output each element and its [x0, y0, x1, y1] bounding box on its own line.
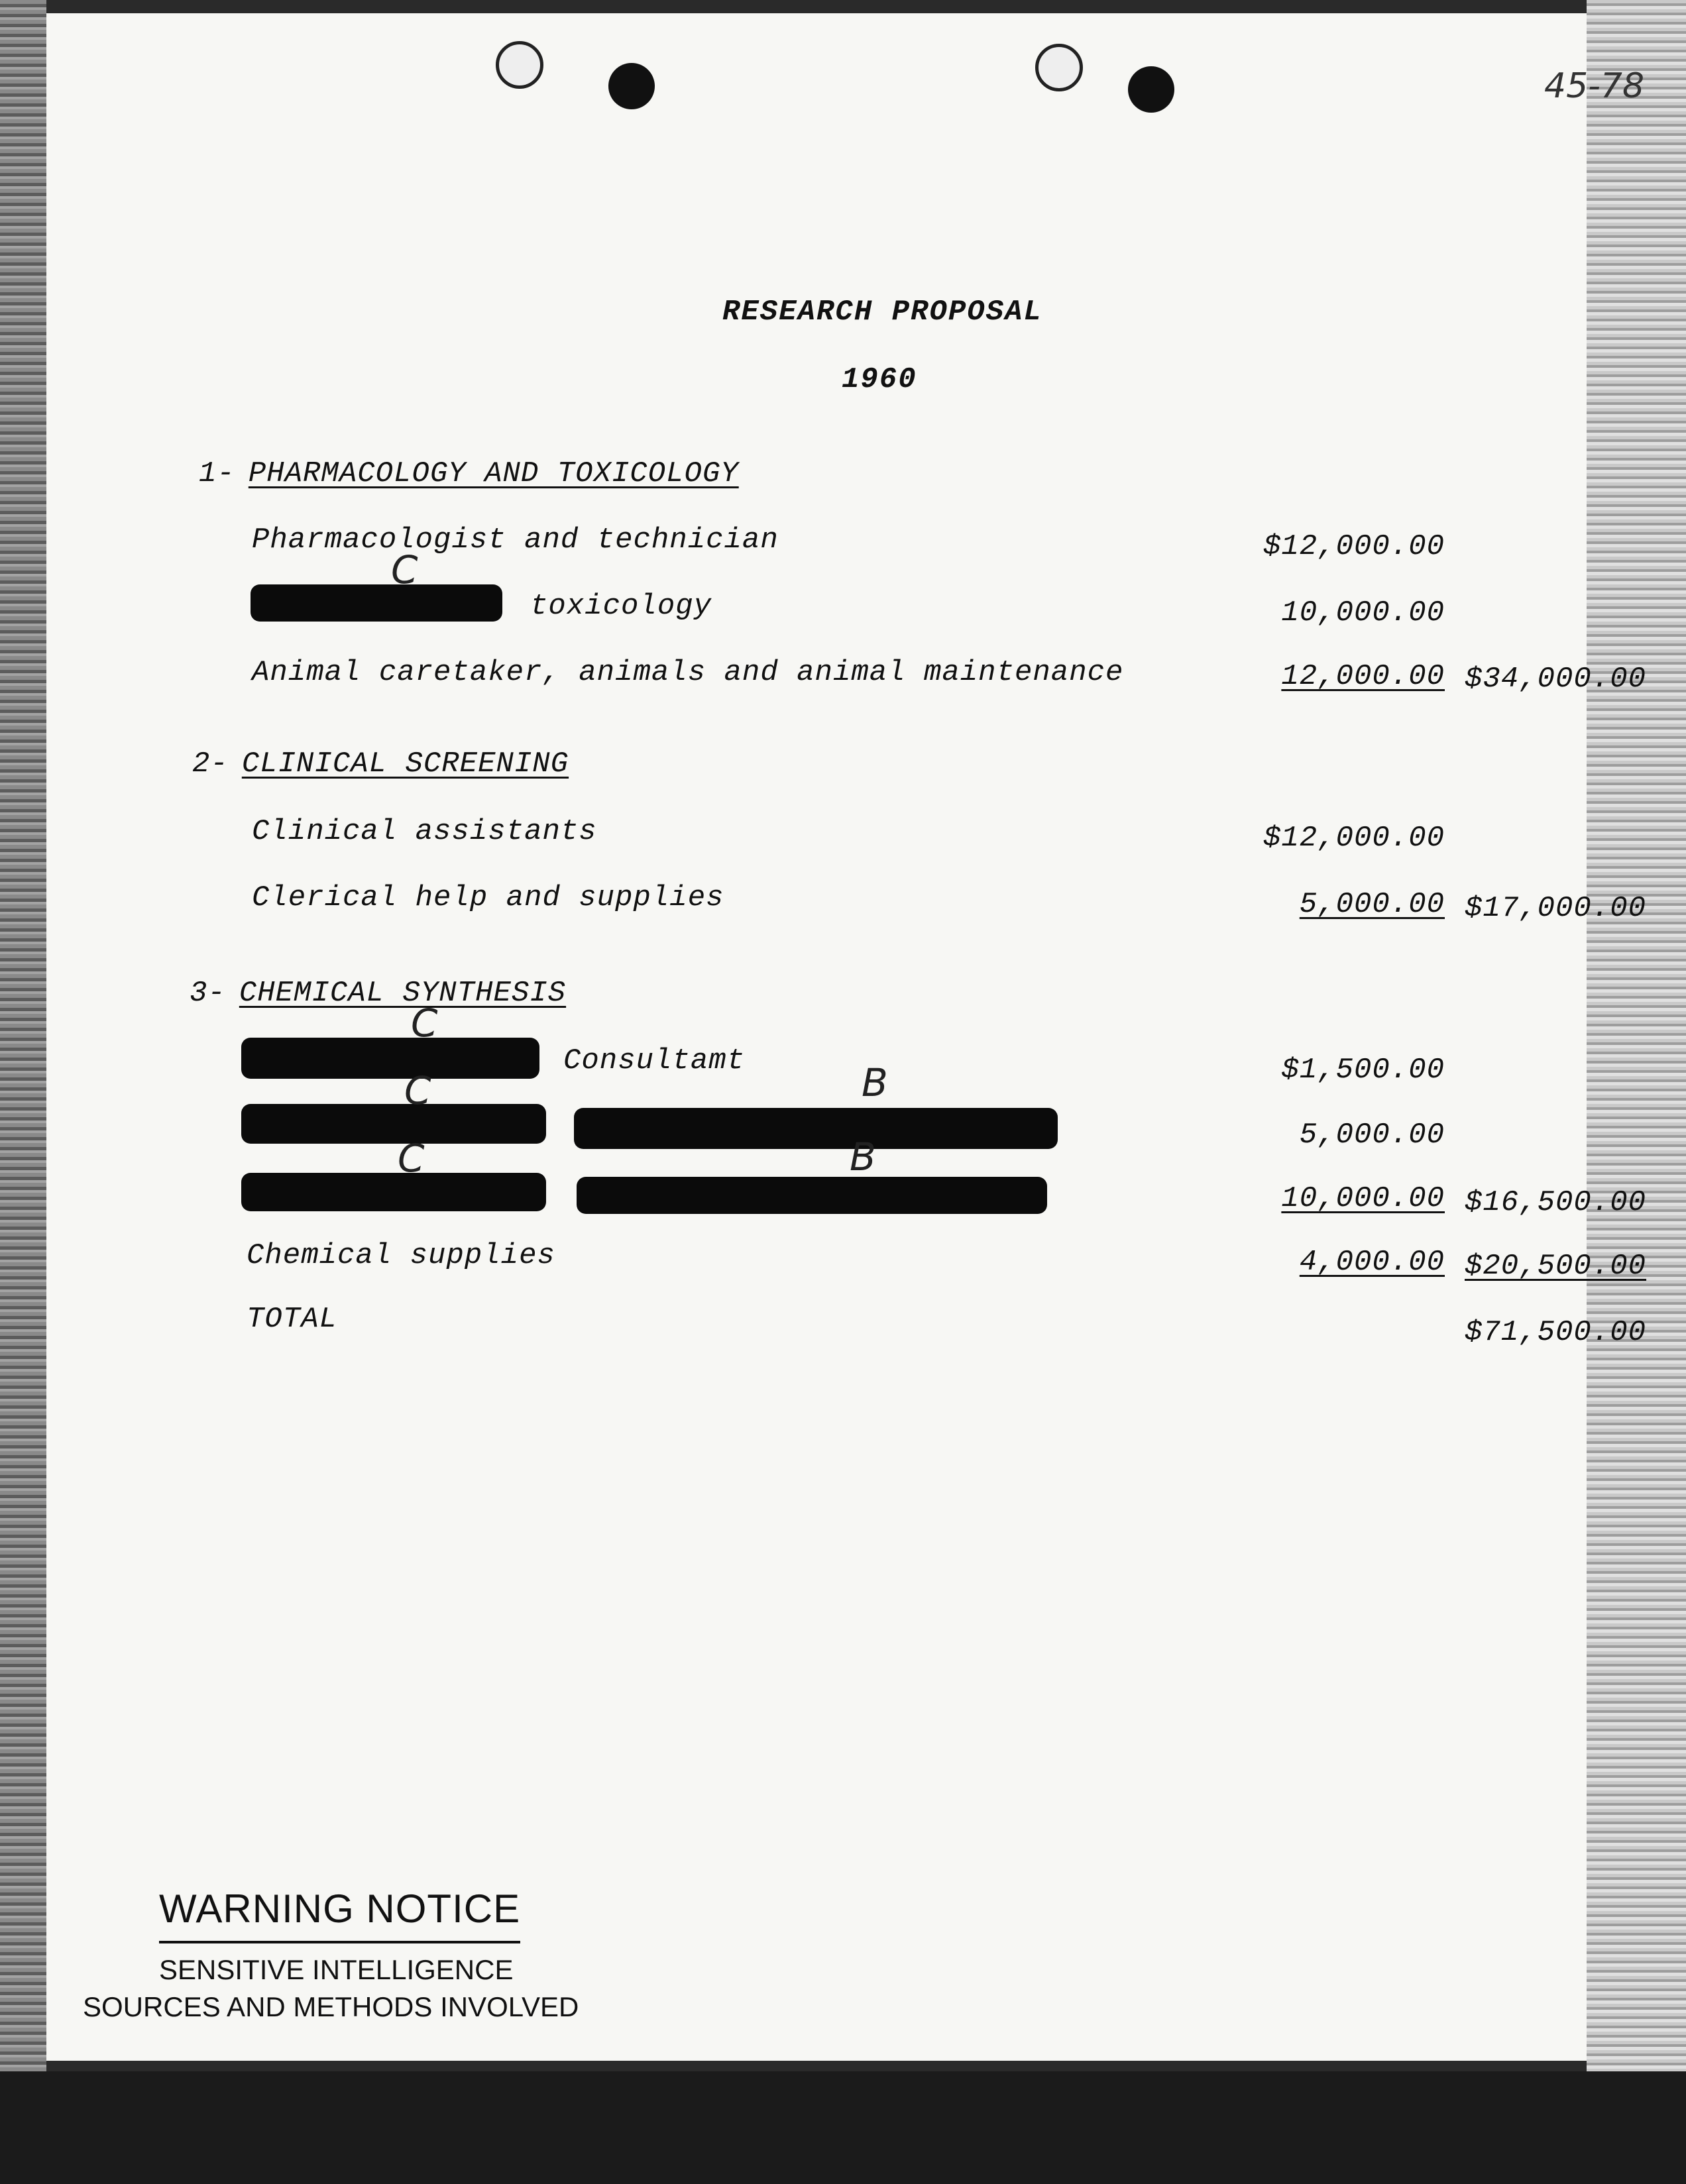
line-item-amount: $12,000.00 — [1263, 822, 1445, 855]
section-number: 3- — [190, 977, 226, 1010]
handwritten-mark: C — [411, 1001, 438, 1046]
warning-title: WARNING NOTICE — [159, 1886, 520, 1943]
line-item-label: toxicology — [530, 590, 712, 623]
warning-line-1: SENSITIVE INTELLIGENCE — [159, 1954, 514, 1985]
redaction-bar — [241, 1173, 546, 1211]
handwritten-mark: C — [398, 1136, 425, 1181]
scan-edge-bottom — [0, 2071, 1686, 2184]
line-item-label: Clinical assistants — [252, 815, 597, 848]
section-number: 2- — [192, 747, 229, 781]
line-item-label: Clerical help and supplies — [252, 881, 724, 914]
line-item-amount: 10,000.00 — [1281, 596, 1445, 629]
line-item-label: Animal caretaker, animals and animal maintenance — [252, 656, 1124, 689]
line-item-amount: 5,000.00 — [1299, 1119, 1445, 1152]
section-heading-clinical — [192, 747, 569, 781]
redaction-bar — [241, 1104, 546, 1144]
section-subtotal: $16,500.00 — [1465, 1186, 1647, 1219]
section-subtotal: $20,500.00 — [1465, 1250, 1647, 1283]
handwritten-mark: C — [404, 1068, 431, 1113]
redaction-bar — [251, 584, 502, 622]
warning-line-2: SOURCES AND METHODS INVOLVED — [83, 1991, 579, 2022]
line-item-amount: 10,000.00 — [1281, 1182, 1445, 1215]
line-item-amount: 12,000.00 — [1281, 660, 1445, 693]
redaction-bar — [577, 1177, 1047, 1214]
punch-hole-icon — [1035, 44, 1083, 91]
handwritten-mark: C — [391, 547, 418, 592]
line-item-amount: 5,000.00 — [1299, 888, 1445, 921]
redaction-bar — [241, 1038, 539, 1079]
line-item-amount: $1,500.00 — [1281, 1054, 1445, 1087]
grand-total: $71,500.00 — [1465, 1316, 1647, 1349]
scan-edge-left — [0, 0, 46, 2184]
section-subtotal: $17,000.00 — [1465, 892, 1647, 925]
section-title: CHEMICAL SYNTHESIS — [239, 977, 567, 1010]
warning-notice-stamp — [83, 1886, 579, 2023]
handwritten-mark: B — [850, 1134, 876, 1179]
line-item-label: Consultamt — [563, 1044, 746, 1077]
section-title: PHARMACOLOGY AND TOXICOLOGY — [248, 457, 739, 490]
punch-hole-icon — [496, 41, 543, 89]
document-year: 1960 — [842, 363, 917, 396]
scan-edge-right — [1587, 0, 1686, 2184]
section-title: CLINICAL SCREENING — [241, 747, 569, 781]
section-heading-pharmacology — [199, 457, 739, 490]
punch-hole-icon — [608, 63, 655, 109]
document-title: RESEARCH PROPOSAL — [722, 296, 1042, 329]
line-item-label: Chemical supplies — [247, 1239, 555, 1272]
line-item-amount: 4,000.00 — [1299, 1246, 1445, 1279]
section-subtotal: $34,000.00 — [1465, 663, 1647, 696]
section-number: 1- — [199, 457, 235, 490]
punch-hole-icon — [1128, 66, 1174, 113]
line-item-label: Pharmacologist and technician — [252, 523, 779, 557]
handwritten-corner-note: 45-78 — [1544, 66, 1645, 106]
total-label: TOTAL — [247, 1303, 338, 1336]
section-heading-chemical — [190, 977, 566, 1010]
redaction-bar — [574, 1108, 1058, 1149]
handwritten-mark: B — [862, 1060, 888, 1105]
line-item-amount: $12,000.00 — [1263, 530, 1445, 563]
